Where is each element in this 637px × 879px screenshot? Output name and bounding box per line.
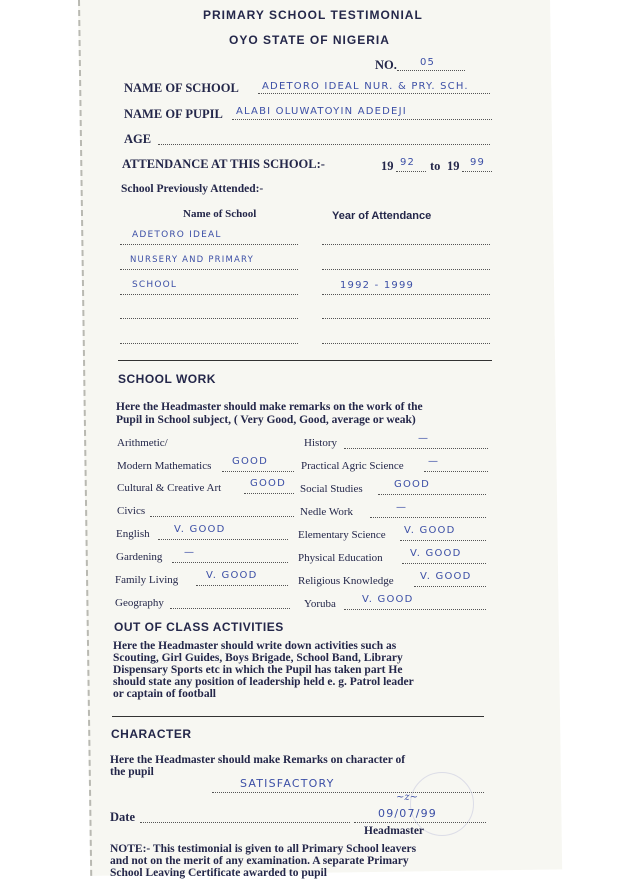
subject-grade: — [428,456,440,467]
subject-label: Modern Mathematics [117,460,212,472]
attendance-from-value: 92 [400,157,416,168]
subject-grade: V. GOOD [404,525,456,536]
attendance-from-line [396,171,426,172]
no-value: 05 [420,57,436,68]
subject-line [424,471,488,472]
note-text-line: and not on the merit of any examination. A separate Primary [110,855,409,867]
pupil-name-label: NAME OF PUPIL [124,107,223,121]
activities-text-line: should state any position of leadership held e. g. Patrol leader [113,676,414,688]
subject-label: Civics [117,505,146,517]
headmaster-signature: ~z~ [396,792,419,803]
age-label: AGE [124,132,152,146]
subject-line [370,517,486,518]
school-name-value: ADETORO IDEAL NUR. & PRY. SCH. [262,81,469,92]
subject-line [170,608,290,609]
activities-rule [112,716,484,717]
subject-line [196,585,288,586]
subject-label: English [116,528,150,540]
activities-text-line: Here the Headmaster should write down activities such as [113,640,397,652]
subject-line [414,586,486,587]
character-text-line: Here the Headmaster should make Remarks on character of [110,754,406,766]
subject-line [244,493,294,494]
state-heading: OYO STATE OF NIGERIA [229,33,390,47]
subject-label: History [304,437,337,449]
activities-text-line: or captain of football [113,688,216,700]
prev-row-line [120,244,298,245]
prev-row-line [322,269,490,270]
subject-grade: V. GOOD [362,594,414,605]
previous-school-label: School Previously Attended:- [121,183,264,195]
pupil-name-line [232,119,492,120]
subject-line [378,494,486,495]
subject-grade: — [418,433,430,444]
prev-row-line [322,318,490,319]
subject-grade: GOOD [232,456,268,467]
character-heading: CHARACTER [111,727,192,741]
subject-grade: — [396,502,408,513]
prev-row-line [322,343,490,344]
subject-grade: V. GOOD [174,524,226,535]
subject-label: Physical Education [298,552,383,564]
subject-label: Geography [115,597,164,609]
subject-line [172,562,288,563]
prev-row-line [120,318,298,319]
subject-label: Religious Knowledge [298,575,394,587]
subject-label: Nedle Work [300,506,353,518]
prev-row-line [120,294,298,295]
subject-label: Cultural & Creative Art [117,482,222,494]
subject-line [344,448,488,449]
subject-label: Social Studies [300,483,363,495]
activities-heading: OUT OF CLASS ACTIVITIES [114,620,284,634]
attendance-to-line [462,171,492,172]
subject-label: Elementary Science [298,529,386,541]
subject-label: Family Living [115,574,179,586]
school-name-line [258,93,490,94]
document-title: PRIMARY SCHOOL TESTIMONIAL [203,8,423,22]
character-value: SATISFACTORY [240,777,335,790]
subject-label: Gardening [116,551,163,563]
date-line [140,822,350,823]
prev-row-line [120,343,298,344]
pupil-name-value: ALABI OLUWATOYIN ADEDEJI [236,106,407,117]
subject-line [344,609,486,610]
attendance-to-label: to [430,159,441,173]
subject-label: Arithmetic/ [117,437,168,449]
prev-school-value: ADETORO IDEAL [132,230,222,240]
subject-line [150,516,294,517]
prev-row-line [322,294,490,295]
age-line [158,144,490,145]
prev-year-value: 1992 - 1999 [340,280,415,291]
attendance-to-value: 99 [470,157,486,168]
subject-line [222,471,294,472]
subject-label: Practical Agric Science [301,460,404,472]
activities-text-line: Dispensary Sports etc in which the Pupil has taken part He [113,664,403,676]
section-rule [118,360,492,361]
subject-grade: — [184,547,196,558]
prev-school-value: SCHOOL [132,280,178,290]
headmaster-label: Headmaster [364,825,425,837]
signature-line [354,822,486,823]
subject-line [402,563,486,564]
note-text-line: NOTE:- This testimonial is given to all Primary School leavers [110,843,417,855]
prev-row-line [120,269,298,270]
subject-line [158,539,288,540]
subject-grade: V. GOOD [206,570,258,581]
school-work-instruction-line: Pupil in School subject, ( Very Good, Good, average or weak) [116,414,416,426]
column-name-of-school: Name of School [183,208,257,220]
subject-label: Yoruba [304,598,336,610]
activities-text-line: Scouting, Girl Guides, Boys Brigade, School Band, Library [113,652,403,664]
prev-school-value: NURSERY AND PRIMARY [130,255,254,265]
school-work-heading: SCHOOL WORK [118,372,216,386]
subject-line [400,540,486,541]
date-label: Date [110,810,135,824]
school-name-label: NAME OF SCHOOL [124,81,239,95]
subject-grade: GOOD [394,479,430,490]
subject-grade: GOOD [250,478,286,489]
attendance-from-prefix: 19 [381,159,394,173]
character-text-line: the pupil [110,766,154,778]
subject-grade: V. GOOD [420,571,472,582]
subject-grade: V. GOOD [410,548,462,559]
prev-row-line [322,244,490,245]
column-year-of-attendance: Year of Attendance [332,210,432,222]
attendance-to-prefix: 19 [447,159,460,173]
no-label: NO. [375,58,397,72]
attendance-label: ATTENDANCE AT THIS SCHOOL:- [122,157,325,171]
school-work-instruction-line: Here the Headmaster should make remarks on the work of the [116,401,423,413]
note-text-line: School Leaving Certificate awarded to pupil [110,867,327,879]
date-value: 09/07/99 [378,807,438,820]
no-line [397,70,465,71]
